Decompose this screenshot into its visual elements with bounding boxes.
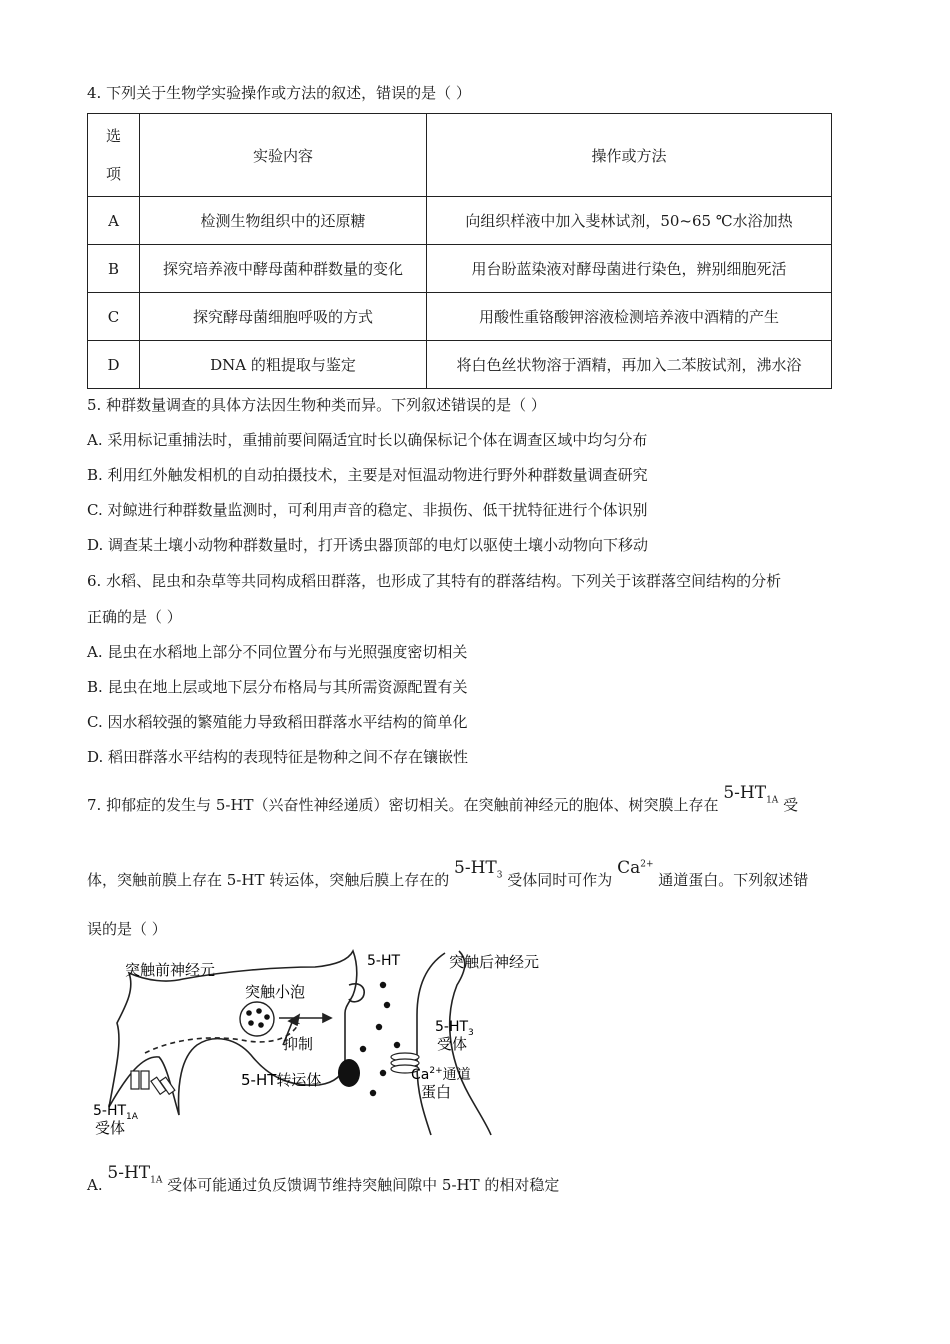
q7-stem-text: 7. 抑郁症的发生与 5-HT（兴奋性神经递质）密切相关。在突触前神经元的胞体、树突膜上存在 (87, 796, 719, 814)
q4-stem: 4. 下列关于生物学实验操作或方法的叙述，错误的是（ ） (87, 84, 471, 102)
label-post-neuron: 突触后神经元 (449, 953, 540, 971)
row-content: 检测生物组织中的还原糖 (140, 197, 427, 245)
row-method: 用台盼蓝染液对酵母菌进行染色，辨别细胞死活 (427, 245, 832, 293)
row-content: DNA 的粗提取与鉴定 (140, 341, 427, 389)
label-ca-channel: $Ca^{2+}$通道 (411, 1066, 471, 1083)
inhibition-path (145, 1023, 299, 1053)
q7-stem-line2: 体，突触前膜上存在 5-HT 转运体，突触后膜上存在的 $5-HT_3$ 受体同时可作为 $Ca^{2+}$ 通道蛋白。下列叙述错 (87, 858, 809, 889)
table-header-row (88, 114, 832, 197)
table-row (88, 341, 832, 389)
label-inhibit: 抑制 (283, 1035, 314, 1053)
q6-option-b: B. 昆虫在地上层或地下层分布格局与其所需资源配置有关 (87, 678, 468, 696)
receptor-3-term: $5-HT_3$ (454, 858, 503, 881)
q7-stem-line3: 误的是（ ） (87, 920, 167, 938)
header-method: 操作或方法 (427, 114, 832, 197)
row-method: 向组织样液中加入斐林试剂，50~65 ℃水浴加热 (427, 197, 832, 245)
row-content: 探究培养液中酵母菌种群数量的变化 (140, 245, 427, 293)
label-5ht3-receptor: 受体 (437, 1035, 468, 1053)
serotonin-molecules (360, 982, 400, 1096)
q5-option-c: C. 对鲸进行种群数量监测时，可利用声音的稳定、非损伤、低干扰特征进行个体识别 (87, 501, 648, 519)
q5-option-b: B. 利用红外触发相机的自动拍摄技术，主要是对恒温动物进行野外种群数量调查研究 (87, 466, 648, 484)
q6-option-c: C. 因水稻较强的繁殖能力导致稻田群落水平结构的简单化 (87, 713, 468, 731)
row-method: 将白色丝状物溶于酒精，再加入二苯胺试剂，沸水浴 (427, 341, 832, 389)
header-option (88, 114, 140, 197)
q6-option-a: A. 昆虫在水稻地上部分不同位置分布与光照强度密切相关 (87, 643, 468, 661)
row-option: C (88, 293, 140, 341)
q5-option-d: D. 调查某土壤小动物种群数量时，打开诱虫器顶部的电灯以驱使土壤小动物向下移动 (87, 536, 649, 554)
header-content: 实验内容 (140, 114, 427, 197)
table-row (88, 245, 832, 293)
label-5ht1a-receptor: 受体 (95, 1119, 126, 1137)
5ht-transporter (338, 1059, 360, 1087)
table-row (88, 293, 832, 341)
label-protein: 蛋白 (421, 1083, 452, 1101)
header-option-bottom: 项 (105, 165, 121, 183)
q6-stem-line2: 正确的是（ ） (87, 608, 182, 626)
receptor-1a-term: $5-HT_{1A}$ (107, 1163, 163, 1186)
label-5ht: 5-HT (367, 953, 401, 969)
q5-stem: 5. 种群数量调查的具体方法因生物种类而异。下列叙述错误的是（ ） (87, 396, 546, 414)
inhibit-arrow-head (289, 1015, 299, 1025)
label-pre-neuron: 突触前神经元 (125, 961, 216, 979)
q6-stem-line1: 6. 水稻、昆虫和杂草等共同构成稻田群落，也形成了其特有的群落结构。下列关于该群落空间结构的分析 (87, 572, 782, 590)
row-option: D (88, 341, 140, 389)
row-option: B (88, 245, 140, 293)
table-row (88, 197, 832, 245)
q7-stem-line1: 7. 抑郁症的发生与 5-HT（兴奋性神经递质）密切相关。在突触前神经元的胞体、树突膜上存在 $5-HT_{1A}$ 受 (87, 783, 799, 814)
row-content: 探究酵母菌细胞呼吸的方式 (140, 293, 427, 341)
row-option: A (88, 197, 140, 245)
receptor-1a-term: $5-HT_{1A}$ (723, 783, 779, 806)
label-5ht3: $5-HT_3$ (435, 1019, 474, 1038)
q4-table (87, 113, 832, 389)
label-vesicle: 突触小泡 (245, 983, 306, 1001)
q7-option-a: A. $5-HT_{1A}$ 受体可能通过负反馈调节维持突触间隙中 5-HT 的相对稳定 (87, 1163, 560, 1194)
q6-option-d: D. 稻田群落水平结构的表现特征是物种之间不存在镶嵌性 (87, 748, 469, 766)
header-option-top: 选 (105, 127, 121, 145)
calcium-term: $Ca^{2+}$ (617, 858, 654, 878)
label-5ht1a: $5-HT_{1A}$ (93, 1103, 138, 1122)
row-method: 用酸性重铬酸钾溶液检测培养液中酒精的产生 (427, 293, 832, 341)
q5-option-a: A. 采用标记重捕法时，重捕前要间隔适宜时长以确保标记个体在调查区域中均匀分布 (87, 431, 648, 449)
release-arrow-head (323, 1014, 331, 1022)
synapse-diagram (87, 945, 567, 1140)
label-transporter: 5-HT转运体 (241, 1071, 322, 1089)
